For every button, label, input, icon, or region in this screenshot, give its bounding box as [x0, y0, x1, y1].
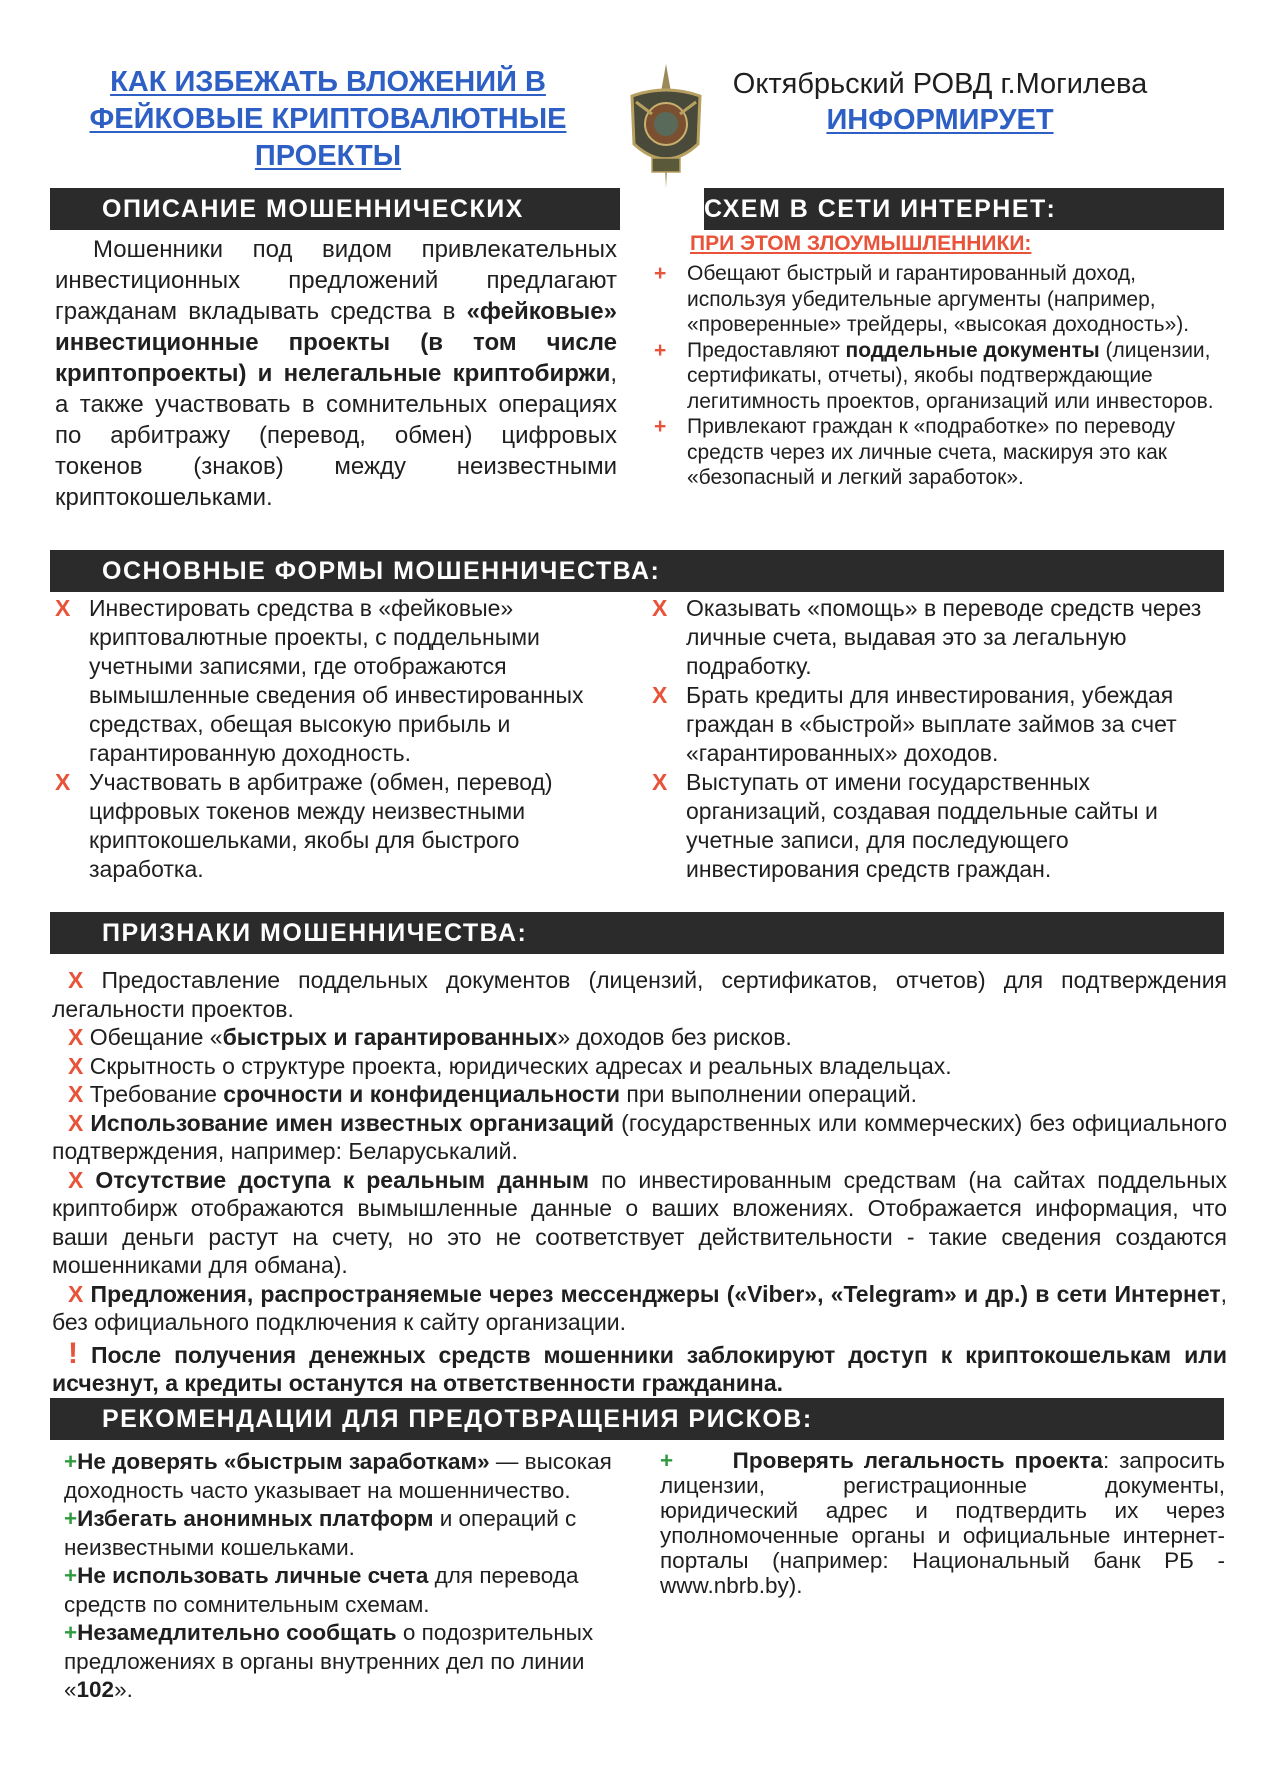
plus-icon: + — [654, 415, 667, 438]
cross-icon: X — [68, 1024, 84, 1050]
document-title — [48, 64, 608, 175]
forms-list-right — [652, 594, 1232, 884]
malefactors-list — [654, 261, 1234, 491]
list-item: X Оказывать «помощь» в переводе средств через личные счета, выдавая это за легальную подработку. — [652, 595, 1202, 679]
cross-icon: X — [68, 1166, 84, 1193]
plus-icon: + — [64, 1620, 78, 1645]
intro-bold: «фейковые» инвестиционные проекты (в том числе криптопроекты) и нелегальные криптобиржи — [55, 298, 617, 387]
list-item: X Предложения, распространяемые через мессенджеры («Viber», «Telegram» и др.) в сети Интернет, без официального подключения к сайту организации. — [52, 1280, 1228, 1335]
section-bar-recommendations: РЕКОМЕНДАЦИИ ДЛЯ ПРЕДОТВРАЩЕНИЯ РИСКОВ: — [50, 1398, 1224, 1440]
title-line-1: КАК ИЗБЕЖАТЬ ВЛОЖЕНИЙ В — [110, 66, 546, 98]
cross-icon: X — [68, 1109, 84, 1136]
cross-icon: X — [652, 682, 668, 708]
warning-note: ! После получения денежных средств мошенники заблокируют доступ к криптокошелькам или исчезнут, а кредиты останутся на ответственности гражданина. — [52, 1336, 1228, 1396]
intro-text-1: Мошенники под видом привлекательных инвестиционных предложений предлагают гражданам вкладывать средства в — [55, 236, 617, 325]
recommendations-left — [64, 1448, 624, 1705]
plus-icon: + — [64, 1563, 78, 1588]
cross-icon: X — [68, 967, 84, 993]
plus-icon: + — [654, 338, 667, 362]
plus-icon: + — [64, 1449, 78, 1474]
org-name: Октябрьский РОВД г.Могилева — [732, 68, 1148, 100]
list-item: X Предоставление поддельных документов (лицензий, сертификатов, отчетов) для подтверждения легальности проектов. — [52, 967, 1228, 1022]
intro-text-2: , а также участвовать в сомнительных операциях по арбитражу (перевод, обмен) цифровых токенов (знаков) между неизвестными криптокошельками. — [55, 360, 617, 511]
title-line-3: ПРОЕКТЫ — [254, 140, 402, 172]
list-item: X Брать кредиты для инвестирования, убеждая граждан в «быстрой» выплате займов за счет «гарантированных» доходов. — [652, 682, 1177, 766]
cross-icon: X — [652, 595, 668, 621]
list-item: + Проверять легальность проекта: запросить лицензии, регистрационные документы, юридический адрес и подтвердить их через уполномоченные органы и официальные интернет-порталы (например: Национальный банк РБ - www.nbrb.by). — [660, 1448, 1225, 1598]
recommendations-right — [660, 1448, 1225, 1598]
section-bar-forms: ОСНОВНЫЕ ФОРМЫ МОШЕННИЧЕСТВА: — [50, 550, 1224, 592]
list-item: X Выступать от имени государственных организаций, создавая поддельные сайты и учетные записи, для последующего инвестирования средств граждан. — [652, 769, 1158, 882]
list-item: +Не доверять «быстрым заработкам» — высокая доходность часто указывает на мошенничество. — [64, 1449, 612, 1503]
police-emblem-icon — [622, 62, 710, 194]
exclamation-icon: ! — [68, 1336, 78, 1370]
forms-list-left — [55, 594, 620, 884]
cross-icon: X — [68, 1081, 84, 1107]
list-item: + Предоставляют поддельные документы (лицензии, сертификаты, отчеты), якобы подтверждающие легитимность проектов, организаций или инвесторов. — [654, 338, 1214, 413]
list-item: X Инвестировать средства в «фейковые» криптовалютные проекты, с поддельными учетными записями, где отображаются вымышленные сведения об инвестированных средствах, обещая высокую прибыль и гарантированную доходность. — [55, 595, 584, 766]
cross-icon: X — [55, 769, 71, 795]
list-item: X Отсутствие доступа к реальным данным по инвестированным средствам (на сайтах поддельных криптобирж отображаются вымышленные данные о ваших вложениях. Отображается информация, что ваши деньги растут на счету, но это не соответствует действительности - такие сведения создаются мошенниками для обмана). — [52, 1166, 1227, 1278]
list-item: +Незамедлительно сообщать о подозрительных предложениях в органы внутренних дел по линии «102». — [64, 1620, 594, 1702]
plus-icon: + — [654, 262, 667, 285]
signs-list — [52, 966, 1227, 1398]
cross-icon: X — [68, 1052, 84, 1079]
list-item: X Участвовать в арбитраже (обмен, перевод) цифровых токенов между неизвестными криптокошельками, якобы для быстрого заработка. — [55, 769, 553, 882]
cross-icon: X — [652, 769, 668, 795]
plus-icon: + — [64, 1506, 78, 1531]
list-item: +Не использовать личные счета для перевода средств по сомнительным схемам. — [64, 1563, 579, 1617]
cross-icon: X — [68, 1280, 84, 1307]
list-item: X Использование имен известных организаций (государственных или коммерческих) без официального подтверждения, например: Беларуськалий. — [52, 1109, 1227, 1164]
title-line-2: ФЕЙКОВЫЕ КРИПТОВАЛЮТНЫЕ — [89, 103, 567, 135]
list-item: + Обещают быстрый и гарантированный доход, используя убедительные аргументы (например, «проверенные» трейдеры, «высокая доходность»). — [654, 262, 1190, 336]
list-item: X Обещание «быстрых и гарантированных» доходов без рисков. — [68, 1024, 792, 1050]
intro-paragraph — [55, 234, 617, 513]
malefactors-heading: ПРИ ЭТОМ ЗЛОУМЫШЛЕННИКИ: — [690, 232, 1032, 255]
section-bar-description-left: ОПИСАНИЕ МОШЕННИЧЕСКИХ — [50, 188, 620, 230]
plus-icon: + — [660, 1448, 674, 1473]
cross-icon: X — [55, 595, 71, 621]
list-item: X Скрытность о структуре проекта, юридических адресах и реальных владельцах. — [68, 1052, 952, 1079]
section-bar-signs: ПРИЗНАКИ МОШЕННИЧЕСТВА: — [50, 912, 1224, 954]
list-item: +Избегать анонимных платформ и операций с неизвестными кошельками. — [64, 1506, 577, 1560]
informs-label: ИНФОРМИРУЕТ — [826, 104, 1054, 136]
section-bar-description-right: СХЕМ В СЕТИ ИНТЕРНЕТ: — [704, 188, 1224, 230]
list-item: + Привлекают граждан к «подработке» по переводу средств через их личные счета, маскируя это как «безопасный и легкий заработок». — [654, 415, 1176, 489]
list-item: X Требование срочности и конфиденциальности при выполнении операций. — [68, 1081, 917, 1107]
